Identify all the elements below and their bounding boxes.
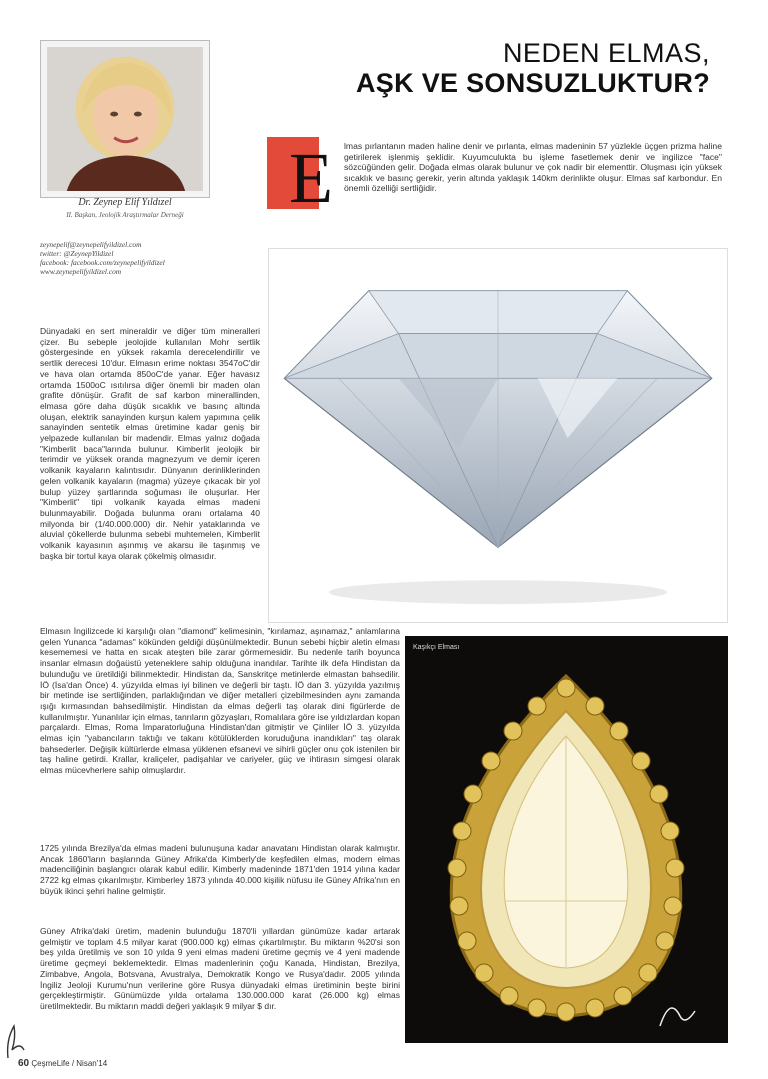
magazine-name: ÇeşmeLife / Nisan'14	[31, 1059, 108, 1068]
intro-paragraph: lmas pırlantanın maden haline denir ve pırlanta, elmas madeninin 57 yüzlekle üçgen prizma haline getirilerek işlenmiş şeklidir. Kuyumculukta bu işleme fasetlemek denir ve ingilizce "face" sözcüğünden gelir. Doğada elmas olarak bulunur ve çok nadir bir elementtir. Oluşması için yüksek sıcaklık ve basınç gerekir, yerin altında yaklaşık 140km derinlikte oluşur. Elmas saf karbondur. En önemli özelliği sertliğidir.	[344, 141, 722, 194]
body-paragraph-3: 1725 yılında Brezilya'da elmas madeni bulunuşuna kadar anavatanı Hindistan olarak kalmıştır. Ancak 1860'ların başlarında Güney Afrika'da Kimberly'de keşfedilen elmas, modern elmas madenciliğinin başlangıcı olarak kabul edilir. Kimberly madeninde 1871'den 1914 yılına kadar 2722 kg elmas çıkarılmıştır. Kimberley 1873 yılında 40.000 kişilik nüfusu ile Güney Afrika'nın en büyük ikinci şehri haline gelmiştir.	[40, 843, 400, 896]
author-role: II. Başkan, Jeolojik Araştırmalar Derneği	[66, 211, 184, 219]
author-twitter[interactable]: twitter: @ZeynepYildizel	[40, 249, 114, 258]
author-name: Dr. Zeynep Elif Yıldızel	[78, 197, 172, 208]
body-paragraph-2: Elmasın İngilizcede ki karşılığı olan "diamond" kelimesinin, "kırılamaz, aşınamaz," anlamlarına gelen Yunanca "adamas" kökünden geldiği düşünülmektedir. Bunun sebebi hiçbir aletin elması kesememesi ve hatta en sıcak ateşten bile zarar görmemesidir. Bu nedenle tarih boyunca insanlar elmasın doğaüstü yeteneklere sahip olduğuna inandılar. Tarihte ilk defa Hindistan da bulunduğu ve üretildiği bilinmektedir. Hindistan da, Sanskritçe metinlerde elmastan bahsedilir. İÖ (İsa'dan Önce) 4. yüzyılda elmas iyi bilinen ve değerli bir taştı. İÖ dan 3. yüzyılda yazılmış bir metinde ise sertliğinden, parlaklığından ve diğer metalleri çizebilmesinden aynı zamanda ışığı kırmasından bahsedilmiştir. Hindistan da elmas değerli taş olarak dini figürlerde de kullanılmıştır. Yunanlılar için elmas, tanrıların gözyaşları, Romalılara göre ise yıldızlardan kopan parçalardı. Elmas, Roma İmparatorluğuna Hindistan'dan gitmiştir ve Çinliler İÖ 3. yüzyılda elmas için "yabancıların taktığı ve takanı kötülüklerden koruduğuna inandıkları" taş olarak bahsederler. Değişik kültürlerde elmasa yüklenen efsanevi ve sihirli güçler onu çok istenilen bir taş haline getirdi. Krallar, kraliçeler, padişahlar ve cariyeler, güç ve ihtirasın simgesi olarak elmas mücevherlere sahip olmuşlardır.	[40, 626, 400, 776]
kasikci-diamond-photo	[405, 636, 728, 1043]
article-title	[356, 38, 710, 98]
page-number: 60	[18, 1058, 30, 1069]
signature-icon	[2, 1020, 30, 1062]
body-paragraph-1: Dünyadaki en sert mineraldir ve diğer tüm mineralleri çizer. Bu sebeple jeolojide kullanılan Mohr sertlik göstergesinde en yüksek rakamla derecelendirilir ve sertlik derecesi 10'dur. Elmasın erime noktası 3547oC'dir ve hava olan ortamda 850oC'de yanar. Eğer havasız ortamda 1500oC ısıtılırsa diğer önemli bir maden olan grafite dönüşür. Grafit de saf karbon minerallinden, elmasa göre daha düşük sıcaklık ve basınç altında oluşan, elektrik sanayinden kurşun kalem yapımına çelik sanayinden sentetik elmas üretimine kadar geniş bir yelpazede kullanılan bir madendir. Elmas yalnız doğada "Kimberlit baca"larında bulunur. Kimberlit jeolojik bir terimdir ve yüksek oranda magnezyum ve demir içeren volkanik kayaların kalıntısıdır. Dünyanın derinliklerinden gelen volkanik kayaların (magma) yüzeye çıkacak bir yol bulup yüzey şartlarında soğuması ile oluşurlar. Her "Kimberlit" tipi volkanik kayada elmas madeni bulunmayabilir. Doğada bulunma oranı ortalama 40 milyonda bir (1/40.000.000) dir. Nehir yataklarında ve aluvial çökellerde bulunma sebebi muhtemelen, Kimberlit volkanik kayasının aşınmış ve akarsu ile taşınmış ve başka bir tortul kaya olarak çökelmiş olmasıdır.	[40, 326, 260, 561]
author-contact	[40, 240, 240, 276]
author-facebook[interactable]: facebook: facebook.com/zeynepelifyildizel	[40, 258, 165, 267]
body-paragraph-4: Güney Afrika'daki üretim, madenin bulunduğu 1870'li yıllardan günümüze kadar artarak gelmiştir ve toplam 4.5 milyar karat (900.000 kg) elmas çıkartılmıştır. Bu miktarın %20'si son beş yılda üretilmiş ve son 10 yılda 9 yeni elmas madeni üretime geçmiş ve 4 yeni madende üretime geçmeyi beklemektedir. Elmas madenlerinin çoğu Kanada, Hindistan, Brezilya, Zimbabve, Angola, Botsvana, Avustralya, Demokratik Kongo ve Rusya'dadır. 2005 yılında İngiliz Jeoloji Kurumu'nun verilerine göre Rusya dünyadaki elmas üretiminin beşte birini gerçekleştirmiştir. Günümüzde yılda ortalama 130.000.000 karat (26.000 kg) elmas üretilmektedir. Bu miktarın maddi değeri yaklaşık 9 milyar $ dır.	[40, 926, 400, 1011]
diamond-illustration	[269, 249, 727, 622]
drop-cap-letter: E	[289, 138, 333, 218]
title-line-2: AŞK VE SONSUZLUKTUR?	[355, 68, 710, 98]
page-footer	[18, 1058, 107, 1069]
drop-cap	[267, 137, 333, 218]
author-portrait-illustration	[47, 47, 203, 191]
author-website[interactable]: www.zeynepelifyildizel.com	[40, 267, 122, 276]
diamond-image	[268, 248, 728, 623]
photo-caption: Kaşıkçı Elması	[413, 644, 460, 651]
author-photo	[40, 40, 210, 198]
title-line-1: NEDEN ELMAS,	[502, 38, 710, 68]
kasikci-diamond-illustration	[405, 636, 728, 1043]
author-email[interactable]: zeynepelif@zeynepelifyildizel.com	[40, 240, 142, 249]
